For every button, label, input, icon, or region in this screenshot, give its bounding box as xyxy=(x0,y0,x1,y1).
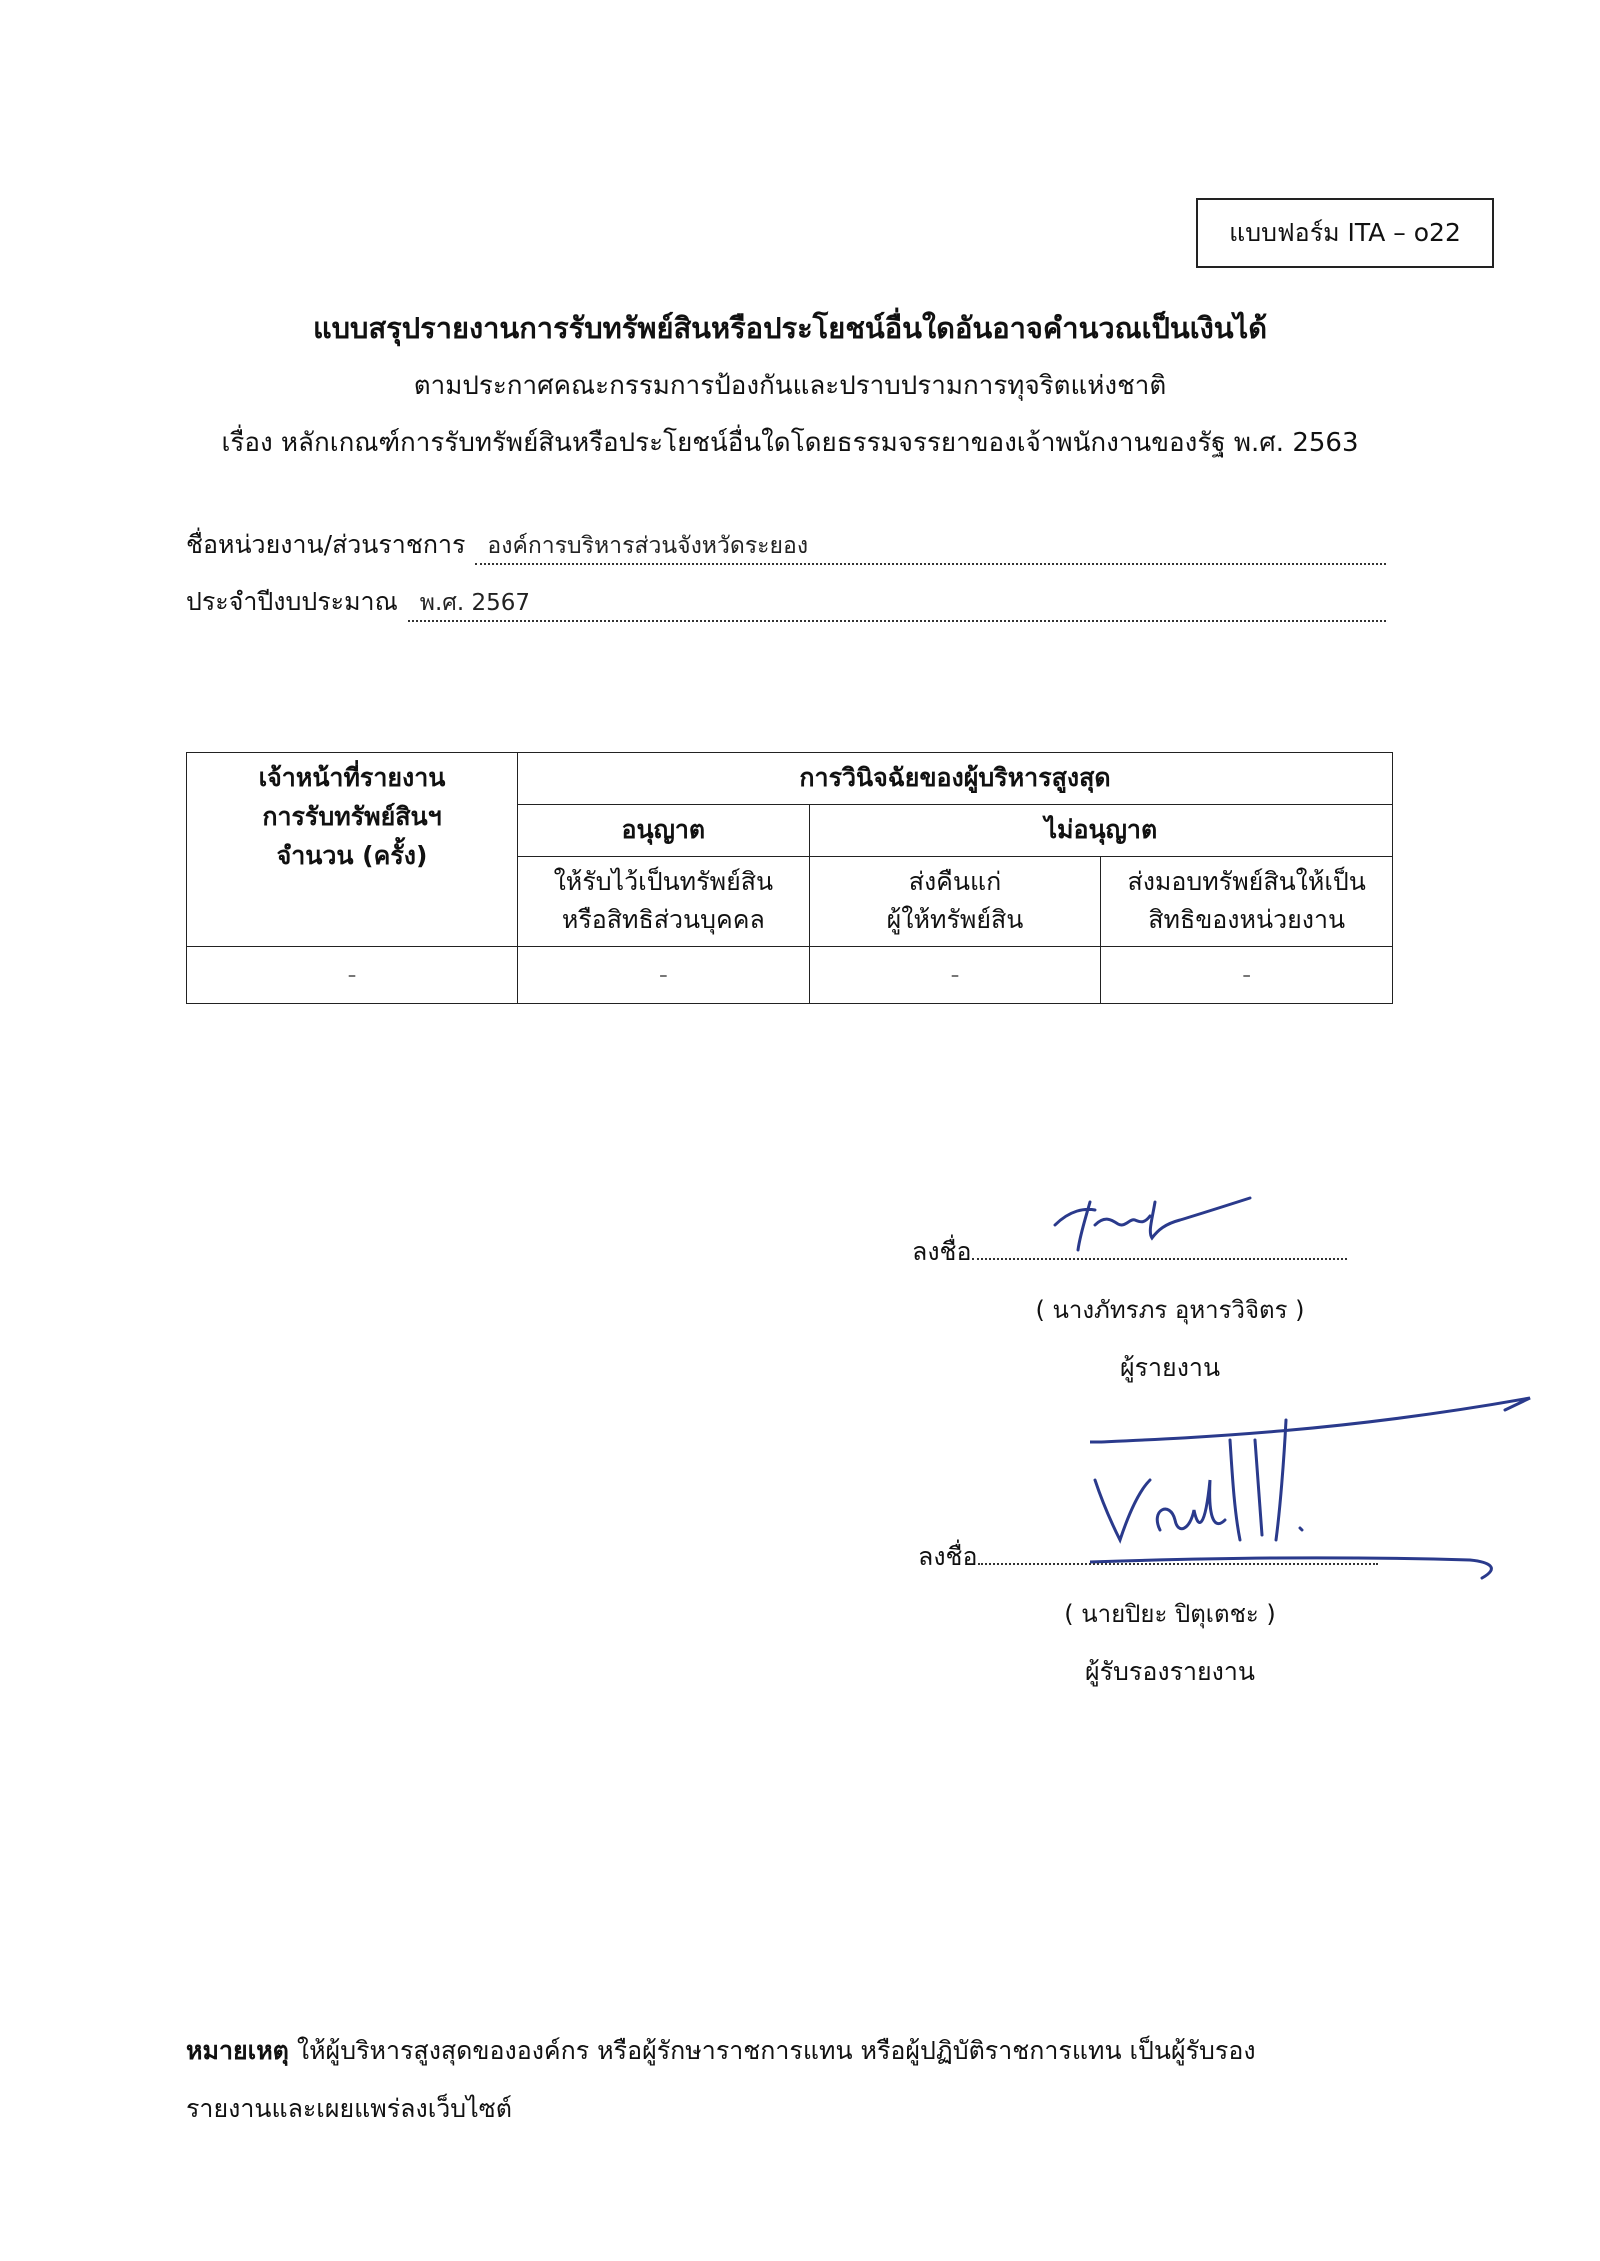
deny-header: ไม่อนุญาต xyxy=(809,804,1392,856)
allow-subheader: ให้รับไว้เป็นทรัพย์สิน หรือสิทธิส่วนบุคคล xyxy=(518,856,810,947)
document-title: แบบสรุปรายงานการรับทรัพย์สินหรือประโยชน์อื่นใดอันอาจคำนวณเป็นเงินได้ xyxy=(312,311,1268,345)
reporter-name: ( นางภัทรภร อุหารวิจิตร ) xyxy=(1035,1296,1305,1324)
table-cell: - xyxy=(1101,947,1393,1004)
table-cell: - xyxy=(809,947,1101,1004)
sign-label: ลงชื่อ xyxy=(912,1237,972,1266)
allow-header: อนุญาต xyxy=(518,804,810,856)
note-label: หมายเหตุ xyxy=(186,2036,289,2065)
transfer-to-agency-header: ส่งมอบทรัพย์สินให้เป็น สิทธิของหน่วยงาน xyxy=(1101,856,1393,947)
note-text-line2: รายงานและเผยแพร่ลงเว็บไซต์ xyxy=(186,2094,512,2123)
summary-table xyxy=(186,752,1393,1004)
document-subtitle-1: ตามประกาศคณะกรรมการป้องกันและปราบปรามการทุจริตแห่งชาติ xyxy=(413,371,1167,401)
reporter-role: ผู้รายงาน xyxy=(1119,1353,1221,1382)
document-subtitle-2: เรื่อง หลักเกณฑ์การรับทรัพย์สินหรือประโยชน์อื่นใดโดยธรรมจรรยาของเจ้าพนักงานของรัฐ พ.ศ. 2563 xyxy=(221,428,1359,458)
decision-header: การวินิจฉัยของผู้บริหารสูงสุด xyxy=(518,753,1393,805)
agency-label: ชื่อหน่วยงาน/ส่วนราชการ xyxy=(186,530,466,559)
table-row xyxy=(187,947,1393,1004)
note-text: ให้ผู้บริหารสูงสุดขององค์กร หรือผู้รักษาราชการแทน หรือผู้ปฏิบัติราชการแทน เป็นผู้รับรอง xyxy=(296,2036,1256,2065)
officer-report-header: เจ้าหน้าที่รายงาน การรับทรัพย์สินฯ จำนวน (ครั้ง) xyxy=(187,753,518,947)
sign-label: ลงชื่อ xyxy=(918,1542,978,1571)
agency-field xyxy=(186,525,1386,565)
agency-value: องค์การบริหารส่วนจังหวัดระยอง xyxy=(475,529,1386,565)
table-cell: - xyxy=(187,947,518,1004)
return-to-giver-header: ส่งคืนแก่ ผู้ให้ทรัพย์สิน xyxy=(809,856,1101,947)
certifier-role: ผู้รับรองรายงาน xyxy=(1084,1657,1256,1686)
form-code: แบบฟอร์ม ITA – o22 xyxy=(1229,218,1461,247)
fiscal-year-value: พ.ศ. 2567 xyxy=(408,586,1386,622)
signature-line-certifier xyxy=(918,1537,1398,1577)
fiscal-year-label: ประจำปีงบประมาณ xyxy=(186,587,398,616)
reporter-signature-graphic xyxy=(1040,1180,1260,1260)
table-cell: - xyxy=(518,947,810,1004)
certifier-name: ( นายปิยะ ปิตุเตชะ ) xyxy=(1064,1600,1276,1628)
fiscal-year-field xyxy=(186,582,1386,622)
form-code-box xyxy=(1196,198,1494,268)
footnote xyxy=(186,2022,1426,2138)
